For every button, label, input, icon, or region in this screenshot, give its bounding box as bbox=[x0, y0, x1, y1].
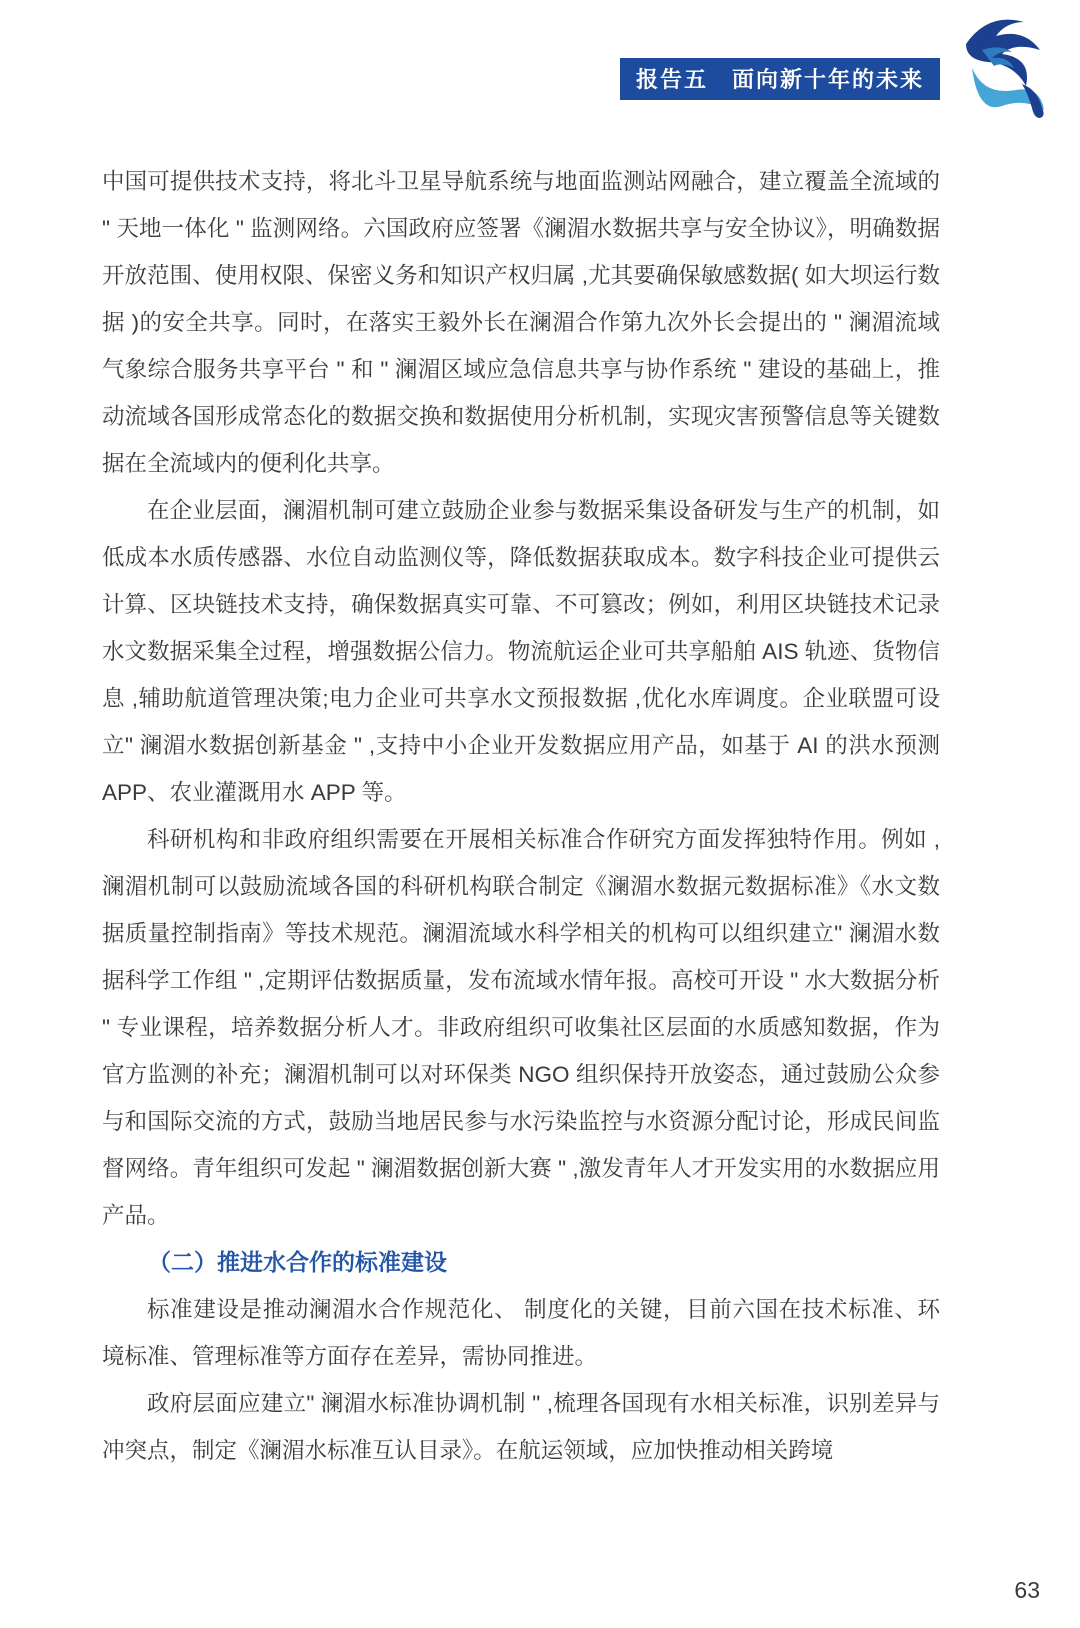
paragraph: 科研机构和非政府组织需要在开展相关标准合作研究方面发挥独特作用。例如 ,澜湄机制可以鼓励流域各国的科研机构联合制定《澜湄水数据元数据标准》《水文数据质量控制指南》等技术规范。澜湄流域水科学相关的机构可以组织建立" 澜湄水数据科学工作组 " ,定期评估数据质量，发布流域水情年报。高校可开设 " 水大数据分析 " 专业课程，培养数据分析人才。非政府组织可收集社区层面的水质感知数据，作为官方监测的补充；澜湄机制可以对环保类 NGO 组织保持开放姿态，通过鼓励公众参与和国际交流的方式，鼓励当地居民参与水污染监控与水资源分配讨论，形成民间监督网络。青年组织可发起 " 澜湄数据创新大赛 " ,激发青年人才开发实用的水数据应用产品。 bbox=[102, 827, 940, 1228]
page-body bbox=[102, 158, 940, 1474]
paragraph: 在企业层面，澜湄机制可建立鼓励企业参与数据采集设备研发与生产的机制，如低成本水质传感器、水位自动监测仪等，降低数据获取成本。数字科技企业可提供云计算、区块链技术支持，确保数据真实可靠、不可篡改；例如，利用区块链技术记录水文数据采集全过程，增强数据公信力。物流航运企业可共享船舶 AIS 轨迹、货物信息 ,辅助航道管理决策;电力企业可共享水文预报数据 ,优化水库调度。企业联盟可设立" 澜湄水数据创新基金 " ,支持中小企业开发数据应用产品，如基于 AI 的洪水预测 APP、农业灌溉用水 APP 等。 bbox=[102, 498, 940, 805]
paragraph: 标准建设是推动澜湄水合作规范化、 制度化的关键，目前六国在技术标准、环境标准、管理标准等方面存在差异，需协同推进。 bbox=[102, 1297, 940, 1369]
page-number: 63 bbox=[1014, 1577, 1040, 1603]
lancang-mekong-logo-icon bbox=[952, 6, 1056, 122]
report-header-banner: 报告五 面向新十年的未来 bbox=[620, 58, 940, 100]
paragraph: 中国可提供技术支持，将北斗卫星导航系统与地面监测站网融合，建立覆盖全流域的 " 天地一体化 " 监测网络。六国政府应签署《澜湄水数据共享与安全协议》，明确数据开放范围、使用权限、保密义务和知识产权归属 ,尤其要确保敏感数据( 如大坝运行数据 )的安全共享。同时，在落实王毅外长在澜湄合作第九次外长会提出的 " 澜湄流域气象综合服务共享平台 " 和 " 澜湄区域应急信息共享与协作系统 " 建设的基础上，推动流域各国形成常态化的数据交换和数据使用分析机制，实现灾害预警信息等关键数据在全流域内的便利化共享。 bbox=[102, 169, 940, 476]
section-heading: （二）推进水合作的标准建设 bbox=[148, 1249, 447, 1275]
paragraph: 政府层面应建立" 澜湄水标准协调机制 " ,梳理各国现有水相关标准，识别差异与冲突点，制定《澜湄水标准互认目录》。在航运领域，应加快推动相关跨境 bbox=[102, 1391, 940, 1463]
